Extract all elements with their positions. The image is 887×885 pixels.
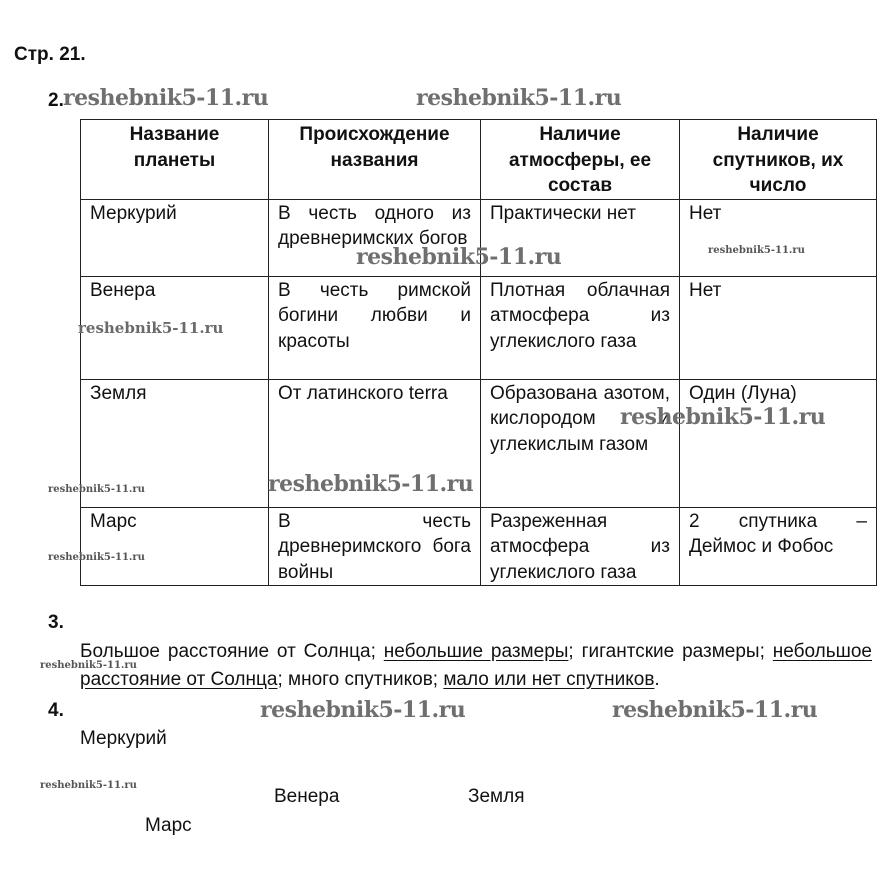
cell-satellites: 2 спутника – Деймос и Фобос bbox=[680, 507, 877, 586]
underlined-answer: небольшое расстояние от Солнца bbox=[80, 641, 872, 690]
cell-planet-name: Марс bbox=[81, 507, 269, 586]
cell-origin: В честь древнеримского бога войны bbox=[269, 507, 481, 586]
header-atmosphere: Наличие атмосферы, ее состав bbox=[481, 120, 680, 200]
task-4-number: 4. bbox=[48, 700, 64, 721]
watermark: reshebnik5-11.ru bbox=[620, 404, 826, 430]
watermark: reshebnik5-11.ru bbox=[40, 660, 137, 671]
table-row bbox=[81, 276, 877, 379]
header-planet-name: Название планеты bbox=[81, 120, 269, 200]
cell-satellites: Нет bbox=[680, 199, 877, 276]
watermark: reshebnik5-11.ru bbox=[48, 484, 145, 495]
answer-text: ; много спутников; bbox=[277, 669, 444, 690]
task-3-number: 3. bbox=[48, 612, 64, 633]
task-2-number: 2. bbox=[48, 90, 64, 111]
planet-label-earth: Земля bbox=[468, 786, 525, 807]
task-3-answer bbox=[80, 638, 872, 694]
cell-satellites: Один (Луна) bbox=[680, 379, 877, 507]
watermark: reshebnik5-11.ru bbox=[416, 85, 622, 111]
cell-origin: В честь римской богини любви и красоты bbox=[269, 276, 481, 379]
planet-label-venus: Венера bbox=[274, 786, 340, 807]
table-row bbox=[81, 507, 877, 586]
cell-planet-name: Меркурий bbox=[81, 199, 269, 276]
underlined-answer: небольшие размеры bbox=[383, 641, 569, 662]
watermark: reshebnik5-11.ru bbox=[40, 780, 137, 791]
planet-label-mercury: Меркурий bbox=[80, 728, 167, 749]
watermark: reshebnik5-11.ru bbox=[612, 697, 818, 723]
cell-atmosphere: Плотная облачная атмосфера из углекислого газа bbox=[481, 276, 680, 379]
cell-atmosphere: Образована азотом, кислородом и углекислым газом bbox=[481, 379, 680, 507]
watermark: reshebnik5-11.ru bbox=[356, 244, 562, 270]
cell-planet-name: Земля bbox=[81, 379, 269, 507]
answer-text: Большое расстояние от Солнца; bbox=[80, 641, 384, 662]
table-row bbox=[81, 199, 877, 276]
cell-origin: В честь одного из древнеримских богов bbox=[269, 199, 481, 276]
cell-satellites: Нет bbox=[680, 276, 877, 379]
watermark: reshebnik5-11.ru bbox=[708, 245, 805, 256]
watermark: reshebnik5-11.ru bbox=[260, 697, 466, 723]
cell-origin: От латинского terra bbox=[269, 379, 481, 507]
answer-text: . bbox=[654, 669, 660, 690]
watermark: reshebnik5-11.ru bbox=[48, 552, 145, 563]
cell-atmosphere: Разреженная атмосфера из углекислого газа bbox=[481, 507, 680, 586]
planet-label-mars: Марс bbox=[145, 815, 192, 836]
header-satellites: Наличие спутников, их число bbox=[680, 120, 877, 200]
table-header-row bbox=[81, 120, 877, 200]
watermark: reshebnik5-11.ru bbox=[63, 85, 269, 111]
planets-table bbox=[80, 119, 877, 586]
cell-planet-name: Венера bbox=[81, 276, 269, 379]
page-heading: Стр. 21. bbox=[14, 44, 86, 65]
underlined-answer: мало или нет спутников bbox=[443, 669, 655, 690]
answer-text: ; гигантские размеры; bbox=[568, 641, 773, 662]
table-row bbox=[81, 379, 877, 507]
header-name-origin: Происхождение названия bbox=[269, 120, 481, 200]
watermark: reshebnik5-11.ru bbox=[268, 471, 474, 497]
cell-atmosphere: Практически нет bbox=[481, 199, 680, 276]
watermark: reshebnik5-11.ru bbox=[78, 319, 224, 337]
